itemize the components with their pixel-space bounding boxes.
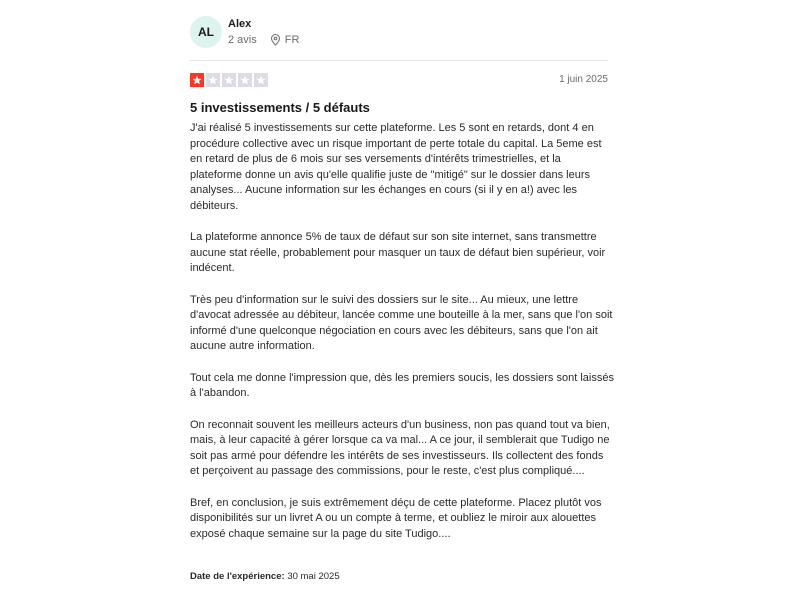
reviewer-country: FR (284, 34, 300, 46)
divider (190, 60, 608, 61)
review-paragraph: Très peu d'information sur le suivi des dossiers sur le site... Au mieux, une lettre d'avocat adressée au débiteur, lancée comme une bouteille à la mer, sans que l'on soit informé d'une quelconque négociation en cours avec les débiteurs, sans que l'on ait aucune autre information. (190, 293, 613, 352)
review-paragraph: La plateforme annonce 5% de taux de défaut sur son site internet, sans transmettre aucune stat réelle, probablement pour masquer un taux de défaut bien supérieur, voir indécent. (190, 231, 606, 274)
review-paragraph: J'ai réalisé 5 investissements sur cette plateforme. Les 5 sont en retards, dont 4 en procédure collective avec un risque important de perte totale du capital. La 5eme est en retard de plus de 6 mois sur ses versements d'intérêts trimestrielles, et la plateforme donne un avis qu'elle qualifie juste de "mitigé" sur le dossier dans leurs analyses... Aucune information sur les échanges en cours (si il y en a!) avec les débiteurs. (190, 122, 602, 212)
star-rating (190, 73, 270, 87)
location-pin-icon (270, 34, 281, 46)
experience-label: Date de l'expérience: (190, 571, 285, 582)
reviewer-header (190, 16, 608, 48)
review-date: 1 juin 2025 (559, 74, 608, 85)
avatar[interactable]: AL (190, 16, 222, 48)
experience-date (190, 571, 340, 582)
review-paragraph: Bref, en conclusion, je suis extrêmement déçu de cette plateforme. Placez plutôt vos disponibilités sur un livret A ou un compte à terme, et oubliez le miroir aux alouettes exposé chaque semaine sur la page du site Tudigo.... (190, 496, 602, 540)
reviewer-meta (228, 34, 299, 46)
star-empty-icon (238, 73, 252, 87)
reviewer-location (270, 34, 300, 46)
star-empty-icon (222, 73, 236, 87)
review-title[interactable]: 5 investissements / 5 défauts (190, 100, 370, 115)
review-paragraph: On reconnait souvent les meilleurs acteurs d'un business, non pas quand tout va bien, mais, à leur capacité à gérer lorsque ca va mal... A ce jour, il semblerait que Tudigo ne soit pas armé pour défendre les intérêts de ses investisseurs. Ils collectent des fonds et perçoivent au passage des commissions, pour le reste, c'est plus compliqué.... (190, 418, 610, 477)
experience-value: 30 mai 2025 (287, 571, 340, 582)
review-paragraph: Tout cela me donne l'impression que, dès les premiers soucis, les dossiers sont laissés à l'abandon. (190, 371, 614, 399)
reviewer-name[interactable]: Alex (228, 18, 252, 30)
review-count: 2 avis (228, 34, 257, 46)
star-empty-icon (254, 73, 268, 87)
star-empty-icon (206, 73, 220, 87)
review-body (190, 121, 614, 558)
star-filled-icon (190, 73, 204, 87)
